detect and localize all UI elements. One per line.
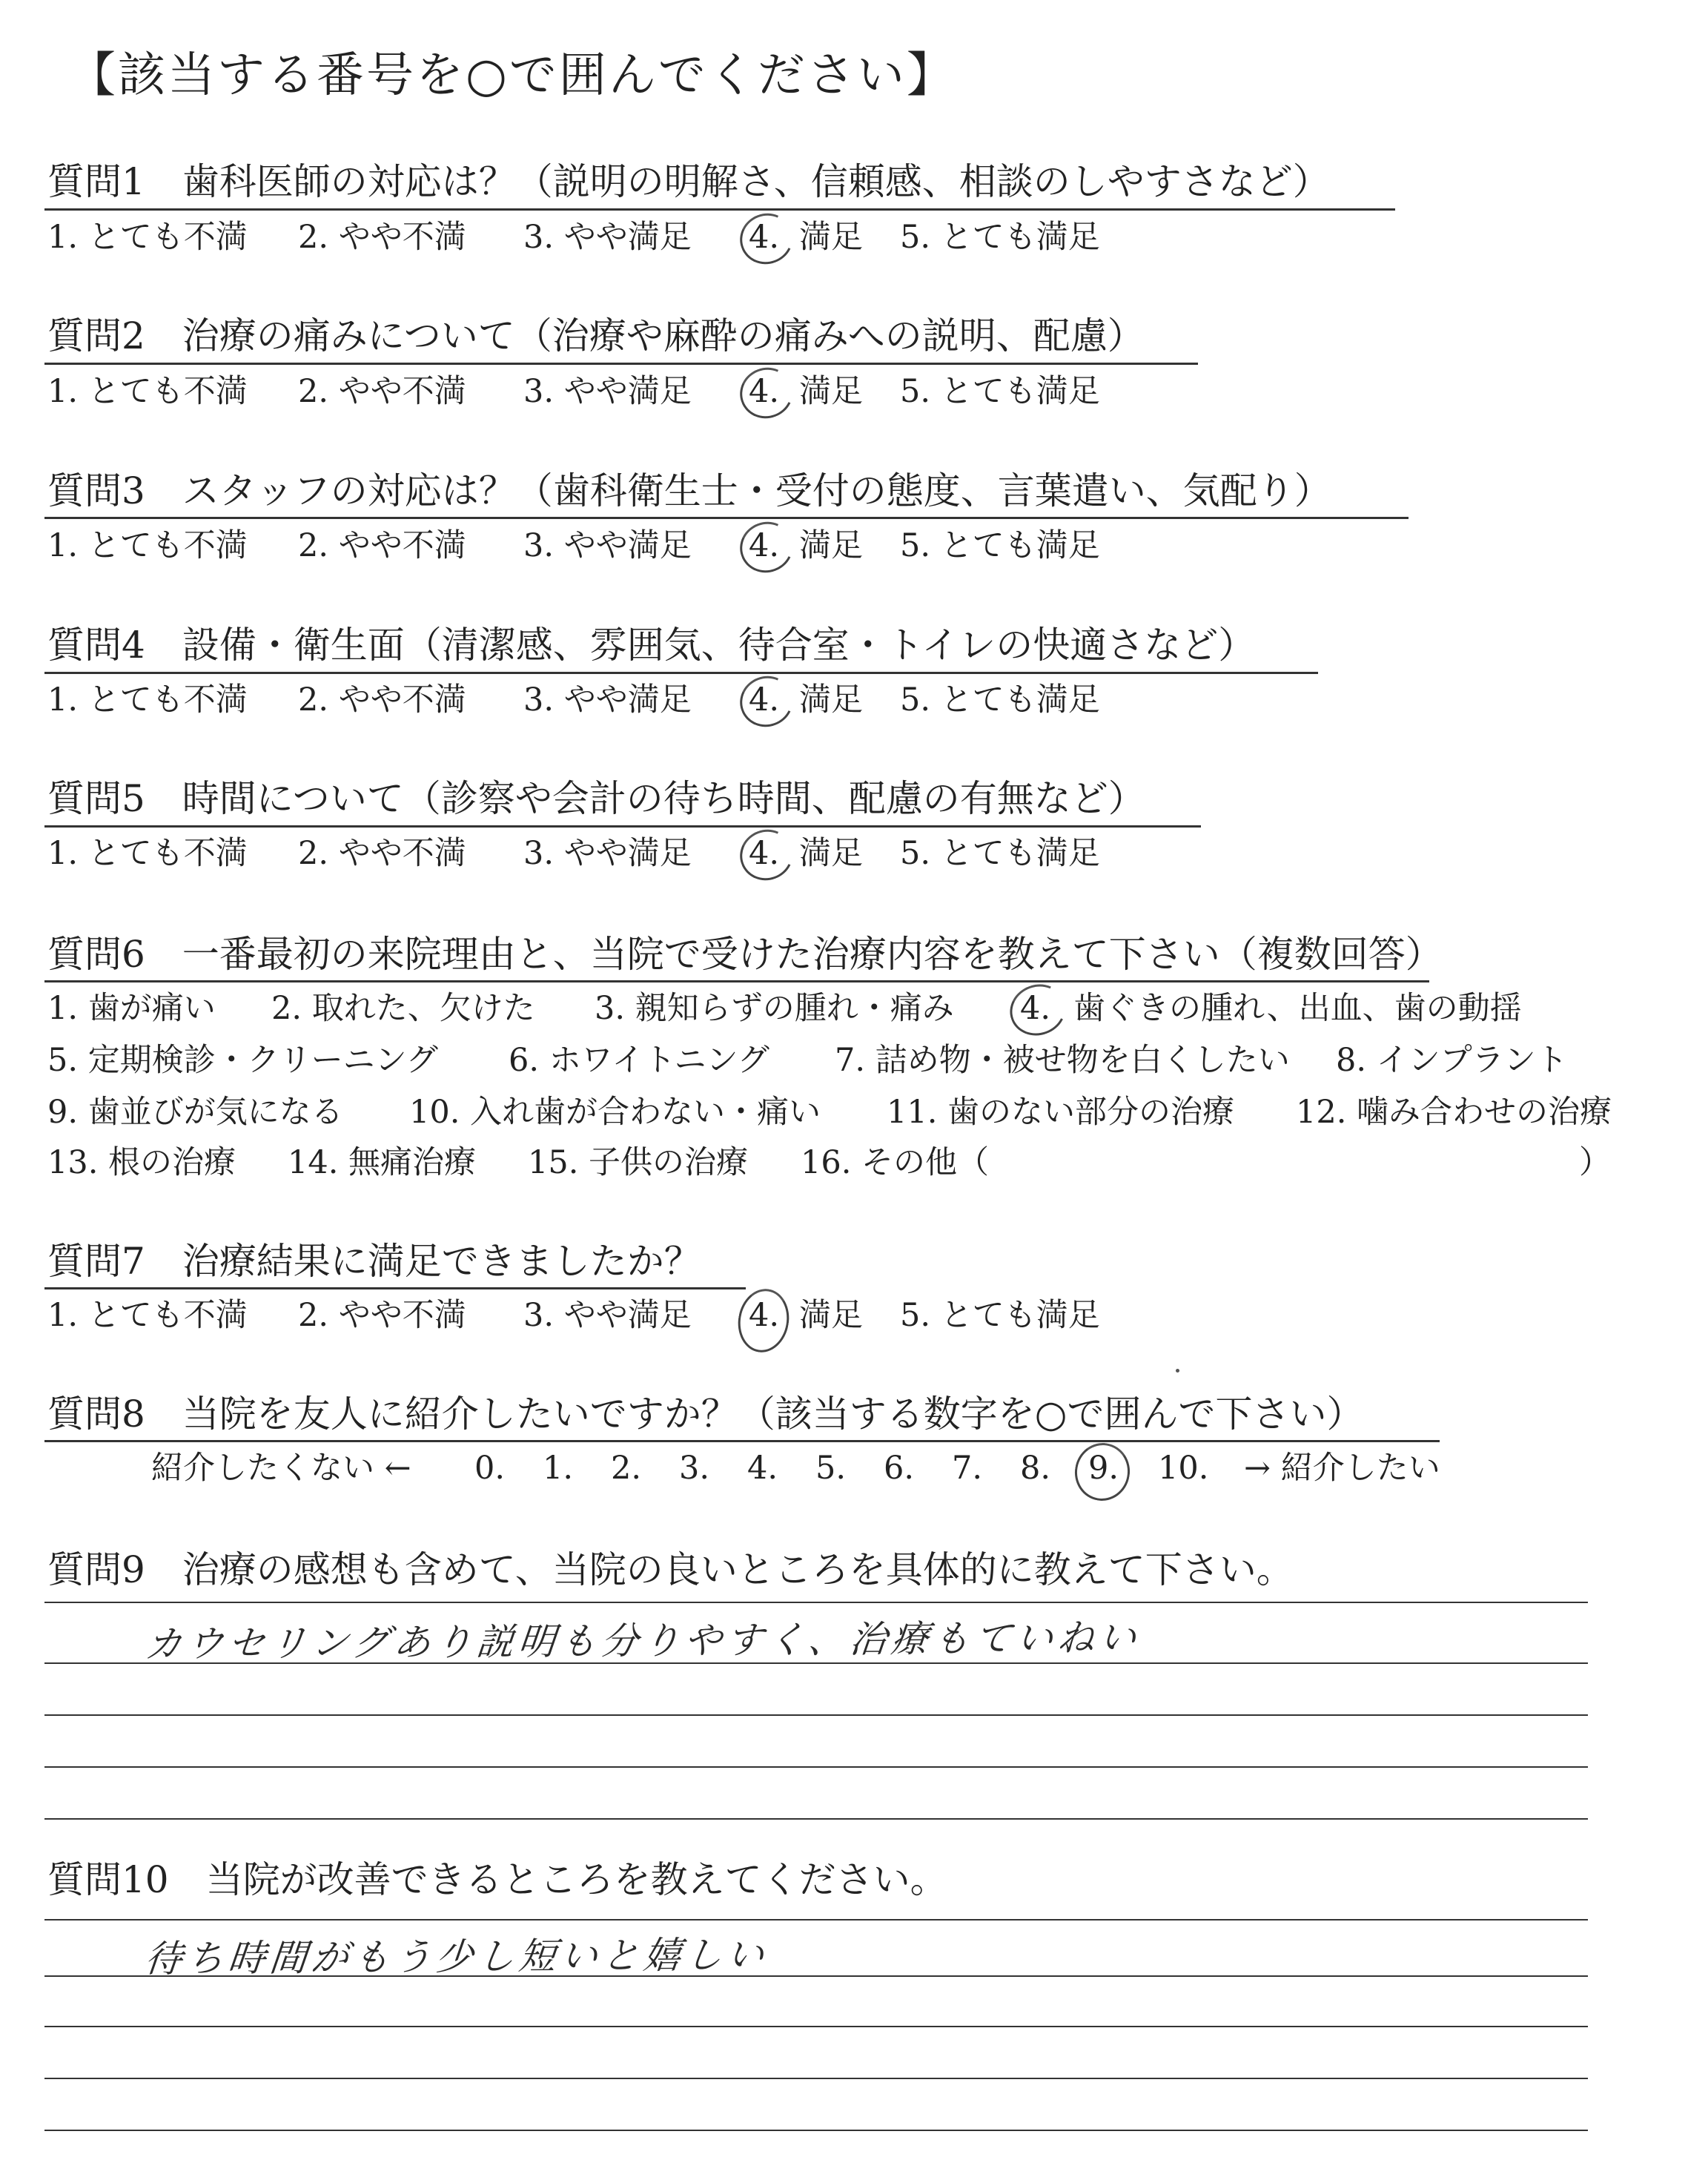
option-1[interactable]: 1. とても不満 [47, 835, 248, 872]
score-5[interactable]: 5. [815, 1450, 847, 1487]
reason-option-9[interactable]: 9. 歯並びが気になる [47, 1094, 343, 1131]
score-9[interactable]: 9. [1088, 1450, 1119, 1487]
option-4-label: 満足 [799, 373, 863, 410]
question-10-title: 質問10 当院が改善できるところを教えてください。 [47, 1858, 947, 1901]
reason-option-15[interactable]: 15. 子供の治療 [528, 1144, 749, 1181]
selection-circle [733, 206, 801, 272]
question-4-underline [44, 672, 1318, 674]
selection-circle [733, 822, 801, 888]
answer-line [44, 1602, 1588, 1603]
score-6[interactable]: 6. [884, 1450, 915, 1487]
reason-option-3[interactable]: 3. 親知らずの腫れ・痛み [595, 990, 954, 1027]
answer-line [44, 1919, 1588, 1920]
option-5[interactable]: 5. とても満足 [900, 835, 1100, 872]
reason-option-5[interactable]: 5. 定期検診・クリーニング [47, 1042, 438, 1079]
option-3[interactable]: 3. やや満足 [523, 681, 692, 719]
answer-line [44, 1662, 1588, 1664]
option-3[interactable]: 3. やや満足 [523, 527, 692, 564]
score-10[interactable]: 10. [1158, 1450, 1209, 1487]
option-1[interactable]: 1. とても不満 [47, 527, 248, 564]
option-2[interactable]: 2. やや不満 [298, 835, 466, 872]
option-2[interactable]: 2. やや不満 [298, 219, 466, 256]
question-3-title: 質問3 スタッフの対応は？（歯科衛生士・受付の態度、言葉遣い、気配り） [47, 469, 1331, 512]
reason-option-13[interactable]: 13. 根の治療 [47, 1144, 236, 1181]
score-4[interactable]: 4. [747, 1450, 778, 1487]
option-5[interactable]: 5. とても満足 [900, 681, 1100, 719]
score-0[interactable]: 0. [474, 1450, 506, 1487]
other-close-paren: ） [1579, 1144, 1611, 1181]
answer-line [44, 2130, 1588, 2131]
question-4-title: 質問4 設備・衛生面（清潔感、雰囲気、待合室・トイレの快適さなど） [47, 624, 1256, 667]
option-4[interactable]: 4. [749, 527, 780, 564]
page-heading: 【該当する番号を○で囲んでください】 [68, 48, 956, 103]
option-1[interactable]: 1. とても不満 [47, 373, 248, 410]
option-3[interactable]: 3. やや満足 [523, 219, 692, 256]
selection-circle [733, 360, 801, 426]
option-1[interactable]: 1. とても不満 [47, 681, 248, 719]
reason-option-16[interactable]: 16. その他（ [801, 1144, 990, 1181]
stray-mark [1176, 1369, 1179, 1373]
option-4-label: 満足 [799, 835, 863, 872]
answer-line [44, 1975, 1588, 1977]
scale-left-label: 紹介したくない ← [151, 1450, 411, 1487]
question-2-underline [44, 363, 1198, 365]
question-8-title: 質問8 当院を友人に紹介したいですか？（該当する数字を○で囲んで下さい） [47, 1393, 1364, 1436]
reason-option-11[interactable]: 11. 歯のない部分の治療 [887, 1094, 1235, 1131]
selection-circle [1070, 1439, 1134, 1505]
option-2[interactable]: 2. やや不満 [298, 527, 466, 564]
option-2[interactable]: 2. やや不満 [298, 1297, 466, 1334]
option-1[interactable]: 1. とても不満 [47, 219, 248, 256]
reason-option-2[interactable]: 2. 取れた、欠けた [271, 990, 535, 1027]
option-5[interactable]: 5. とても満足 [900, 219, 1100, 256]
reason-option-4[interactable]: 4. [1020, 990, 1051, 1027]
option-4[interactable]: 4. [749, 835, 780, 872]
score-2[interactable]: 2. [611, 1450, 642, 1487]
reason-option-4-label: 歯ぐきの腫れ、出血、歯の動揺 [1073, 990, 1522, 1027]
option-3[interactable]: 3. やや満足 [523, 1297, 692, 1334]
option-4[interactable]: 4. [749, 219, 780, 256]
option-3[interactable]: 3. やや満足 [523, 373, 692, 410]
option-1[interactable]: 1. とても不満 [47, 1297, 248, 1334]
reason-option-7[interactable]: 7. 詰め物・被せ物を白くしたい [835, 1042, 1290, 1079]
question-6-underline [44, 980, 1429, 982]
option-4[interactable]: 4. [749, 681, 780, 719]
selection-circle [733, 515, 801, 581]
option-4-label: 満足 [799, 1297, 863, 1334]
question-5-underline [44, 825, 1201, 828]
handwritten-answer[interactable]: カウセリングあり説明も分りやすく、治療もていねい [142, 1616, 1143, 1666]
selection-circle [733, 1285, 794, 1357]
option-2[interactable]: 2. やや不満 [298, 373, 466, 410]
answer-line [44, 1714, 1588, 1716]
selection-circle [733, 669, 801, 735]
option-4-label: 満足 [799, 681, 863, 719]
question-7-underline [44, 1287, 746, 1289]
question-1-underline [44, 208, 1395, 211]
reason-option-1[interactable]: 1. 歯が痛い [47, 990, 216, 1027]
question-1-title: 質問1 歯科医師の対応は？（説明の明解さ、信頼感、相談のしやすさなど） [47, 160, 1330, 203]
reason-option-6[interactable]: 6. ホワイトニング [509, 1042, 769, 1079]
score-1[interactable]: 1. [543, 1450, 574, 1487]
question-5-title: 質問5 時間について（診察や会計の待ち時間、配慮の有無など） [47, 777, 1145, 820]
score-7[interactable]: 7. [952, 1450, 983, 1487]
score-3[interactable]: 3. [679, 1450, 710, 1487]
option-3[interactable]: 3. やや満足 [523, 835, 692, 872]
answer-line [44, 1766, 1588, 1768]
option-4[interactable]: 4. [749, 1297, 780, 1334]
option-5[interactable]: 5. とても満足 [900, 1297, 1100, 1334]
option-4-label: 満足 [799, 219, 863, 256]
reason-option-10[interactable]: 10. 入れ歯が合わない・痛い [409, 1094, 821, 1131]
question-6-title: 質問6 一番最初の来院理由と、当院で受けた治療内容を教えて下さい（複数回答） [47, 933, 1443, 976]
option-4[interactable]: 4. [749, 373, 780, 410]
selection-circle [1003, 977, 1073, 1043]
option-5[interactable]: 5. とても満足 [900, 527, 1100, 564]
reason-option-12[interactable]: 12. 噛み合わせの治療 [1296, 1094, 1612, 1131]
reason-option-14[interactable]: 14. 無痛治療 [288, 1144, 477, 1181]
question-7-title: 質問7 治療結果に満足できましたか？ [47, 1240, 701, 1283]
answer-line [44, 2026, 1588, 2027]
question-2-title: 質問2 治療の痛みについて（治療や麻酔の痛みへの説明、配慮） [47, 314, 1145, 357]
scale-right-label: → 紹介したい [1244, 1450, 1440, 1487]
reason-option-8[interactable]: 8. インプラント [1336, 1042, 1568, 1079]
option-4-label: 満足 [799, 527, 863, 564]
question-9-title: 質問9 治療の感想も含めて、当院の良いところを具体的に教えて下さい。 [47, 1548, 1294, 1591]
handwritten-answer[interactable]: 待ち時間がもう少し短いと嬉しい [142, 1933, 771, 1981]
question-3-underline [44, 517, 1409, 519]
question-8-underline [44, 1440, 1440, 1442]
answer-line [44, 2078, 1588, 2079]
answer-line [44, 1818, 1588, 1820]
option-2[interactable]: 2. やや不満 [298, 681, 466, 719]
score-8[interactable]: 8. [1020, 1450, 1051, 1487]
option-5[interactable]: 5. とても満足 [900, 373, 1100, 410]
